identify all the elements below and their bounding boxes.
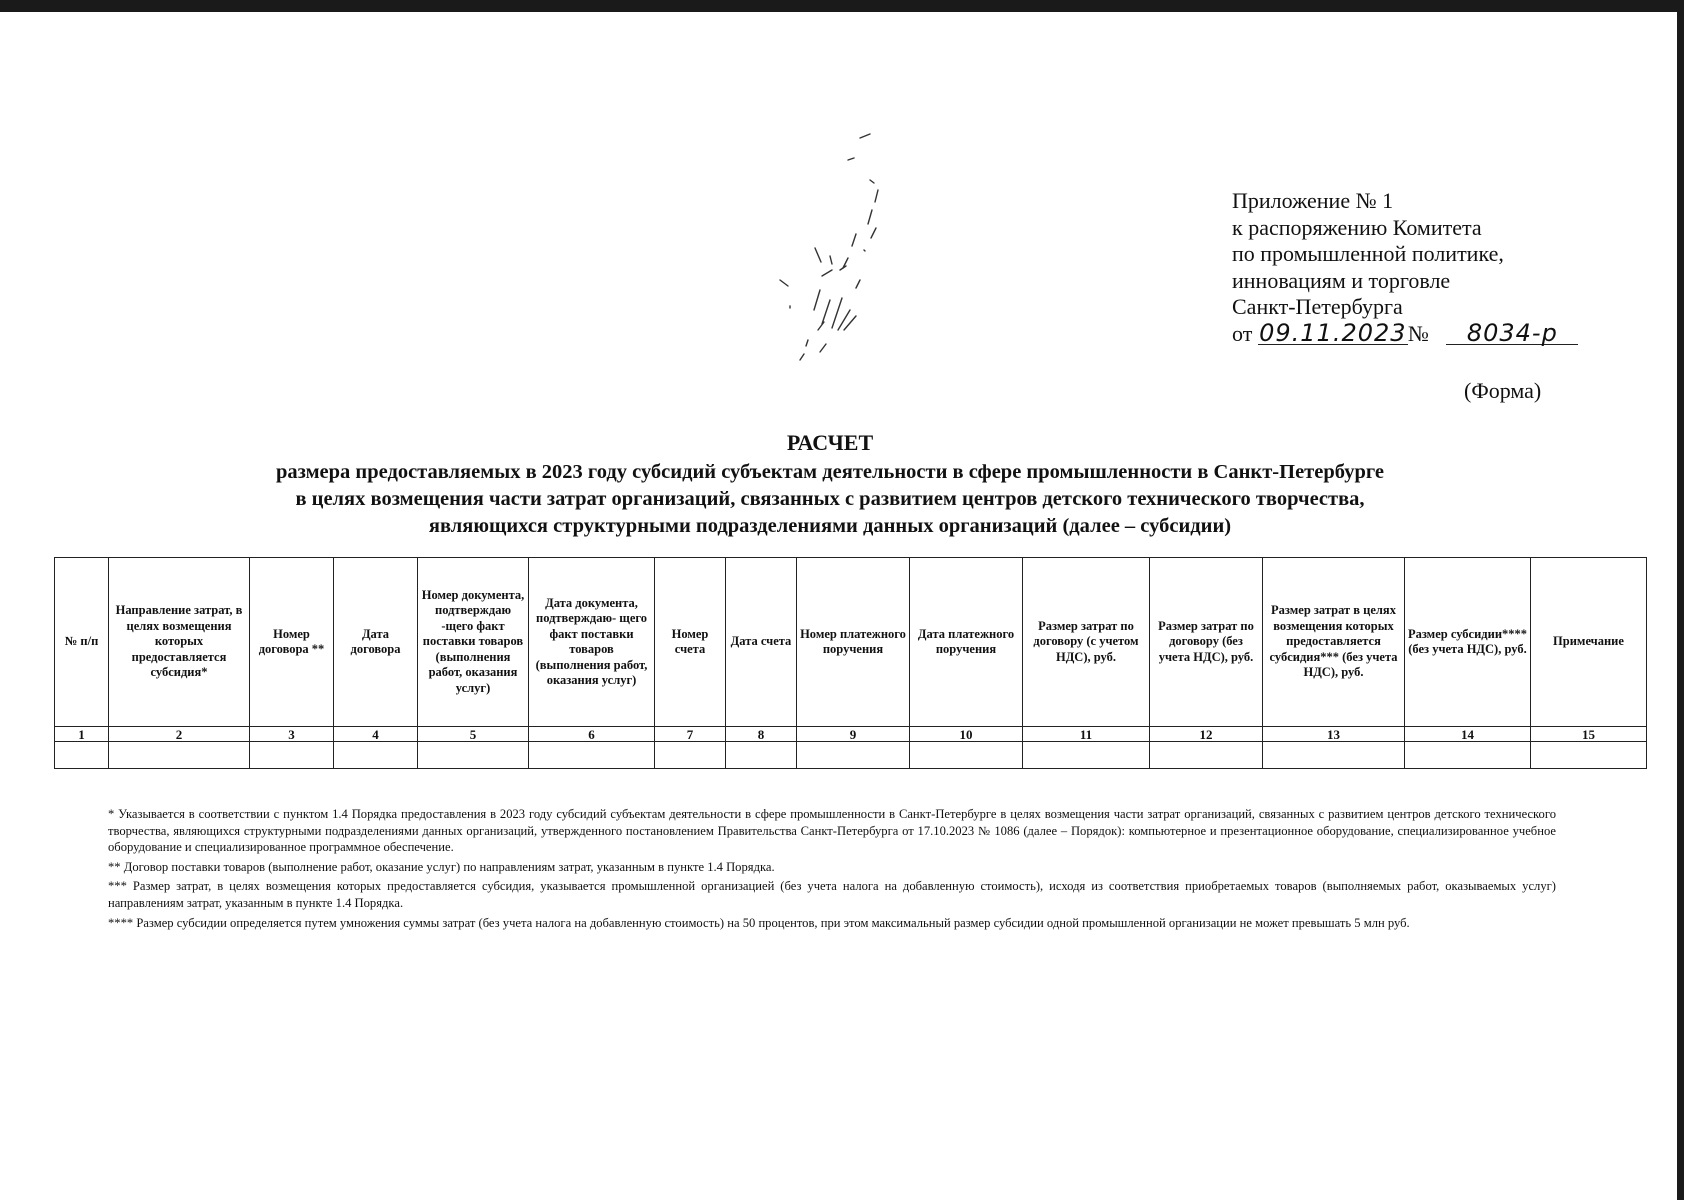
footnote-2: ** Договор поставки товаров (выполнение работ, оказание услуг) по направлениям затрат, указанным в пункте 1.4 Порядка. xyxy=(108,859,775,874)
footnote-4: **** Размер субсидии определяется путем умножения суммы затрат (без учета налога на добавленную стоимость) на 50 процентов, при этом максимальный размер субсидии одной промышленной организации не может превышать 5 млн руб. xyxy=(108,915,1410,930)
faded-stamp-marks xyxy=(760,130,960,400)
annex-line-3: по промышленной политике, xyxy=(1232,241,1504,266)
header-cell: Номер счета xyxy=(655,558,726,727)
handwritten-order-number: 8034-р xyxy=(1446,322,1578,345)
empty-cell xyxy=(109,742,250,769)
column-number: 5 xyxy=(418,727,529,742)
column-number: 13 xyxy=(1263,727,1405,742)
column-number: 6 xyxy=(529,727,655,742)
header-cell: Номер договора ** xyxy=(250,558,334,727)
annex-date-number-line xyxy=(1232,318,1578,348)
annex-prefix-ot: от xyxy=(1232,320,1253,346)
annex-line-2: к распоряжению Комитета xyxy=(1232,214,1482,240)
form-label: (Форма) xyxy=(1464,378,1542,403)
header-cell: Дата документа, подтверждаю- щего факт поставки товаров (выполнения работ, оказания услуг) xyxy=(529,558,655,727)
column-number: 12 xyxy=(1150,727,1263,742)
column-number: 10 xyxy=(910,727,1023,742)
empty-cell xyxy=(1405,742,1531,769)
footnotes xyxy=(108,806,1556,934)
column-number: 8 xyxy=(726,727,797,742)
empty-cell xyxy=(1023,742,1150,769)
subtitle-line: размера предоставляемых в 2023 году субсидий субъектам деятельности в сфере промышленности в Санкт-Петербурге xyxy=(275,461,1385,483)
header-cell: Номер документа, подтверждаю -щего факт поставки товаров (выполнения работ, оказания услуг) xyxy=(418,558,529,727)
header-cell: Размер затрат по договору (с учетом НДС), руб. xyxy=(1023,558,1150,727)
empty-cell xyxy=(1150,742,1263,769)
header-cell: Размер субсидии**** (без учета НДС), руб. xyxy=(1405,558,1531,727)
column-number: 14 xyxy=(1405,727,1531,742)
header-cell: Размер затрат по договору (без учета НДС), руб. xyxy=(1150,558,1263,727)
header-cell: Примечание xyxy=(1531,558,1647,727)
scan-right-edge xyxy=(1677,0,1684,1200)
empty-cell xyxy=(1263,742,1405,769)
empty-cell xyxy=(1531,742,1647,769)
annex-line-5: Санкт-Петербурга xyxy=(1232,294,1403,319)
header-cell: Размер затрат в целях возмещения которых предоставляется субсидия*** (без учета НДС), руб. xyxy=(1263,558,1405,727)
empty-cell xyxy=(726,742,797,769)
header-cell: Дата платежного поручения xyxy=(910,558,1023,727)
column-number: 9 xyxy=(797,727,910,742)
annex-line-1: Приложение № 1 xyxy=(1232,188,1394,213)
handwritten-date: 09.11.2023 xyxy=(1259,318,1407,347)
column-number: 4 xyxy=(334,727,418,742)
column-number: 11 xyxy=(1023,727,1150,742)
footnote-1: * Указывается в соответствии с пунктом 1.4 Порядка предоставления в 2023 году субсидий субъектам деятельности в сфере промышленности в Санкт-Петербурге в целях возмещения части затрат организаций, связанных с развитием центров детского технического творчества, являющихся структурными подразделениями данных организаций, утвержденного постановлением Правительства Санкт-Петербурга от 17.10.2023 № 1086 (далее – Порядок): компьютерное и презентационное оборудование, специализированное учебное оборудование и специализированное программное обеспечение. xyxy=(108,807,1556,855)
column-number: 3 xyxy=(250,727,334,742)
annex-line-4: инновациям и торговле xyxy=(1232,267,1451,293)
empty-cell xyxy=(910,742,1023,769)
scan-top-edge xyxy=(0,0,1684,12)
column-number: 2 xyxy=(109,727,250,742)
column-number: 15 xyxy=(1531,727,1647,742)
annex-reference-block xyxy=(1232,188,1578,347)
header-cell: Дата счета xyxy=(726,558,797,727)
subtitle-line: в целях возмещения части затрат организаций, связанных с развитием центров детского технического творчества, xyxy=(295,488,1365,510)
empty-cell xyxy=(797,742,910,769)
table-empty-row xyxy=(55,742,1647,769)
header-cell: Номер платежного поручения xyxy=(797,558,910,727)
header-cell: Дата договора xyxy=(334,558,418,727)
calculation-table xyxy=(54,557,1647,769)
empty-cell xyxy=(334,742,418,769)
subtitle-line: являющихся структурными подразделениями данных организаций (далее – субсидии) xyxy=(428,515,1232,537)
header-cell: № п/п xyxy=(55,558,109,727)
empty-cell xyxy=(55,742,109,769)
document-subtitle xyxy=(0,459,1660,540)
header-cell: Направление затрат, в целях возмещения которых предоставляется субсидия* xyxy=(109,558,250,727)
empty-cell xyxy=(250,742,334,769)
empty-cell xyxy=(655,742,726,769)
number-sign: № xyxy=(1407,320,1429,346)
column-number: 1 xyxy=(55,727,109,742)
document-title: РАСЧЕТ xyxy=(786,430,874,455)
empty-cell xyxy=(418,742,529,769)
column-number-row xyxy=(55,727,1647,742)
column-number: 7 xyxy=(655,727,726,742)
table-header-row xyxy=(55,558,1647,727)
footnote-3: *** Размер затрат, в целях возмещения которых предоставляется субсидия, указывается промышленной организацией (без учета налога на добавленную стоимость), исходя из соответствия приобретаемых товаров (выполняемых работ, оказываемых услуг) направлениям затрат, указанным в пункте 1.4 Порядка. xyxy=(108,879,1556,910)
empty-cell xyxy=(529,742,655,769)
